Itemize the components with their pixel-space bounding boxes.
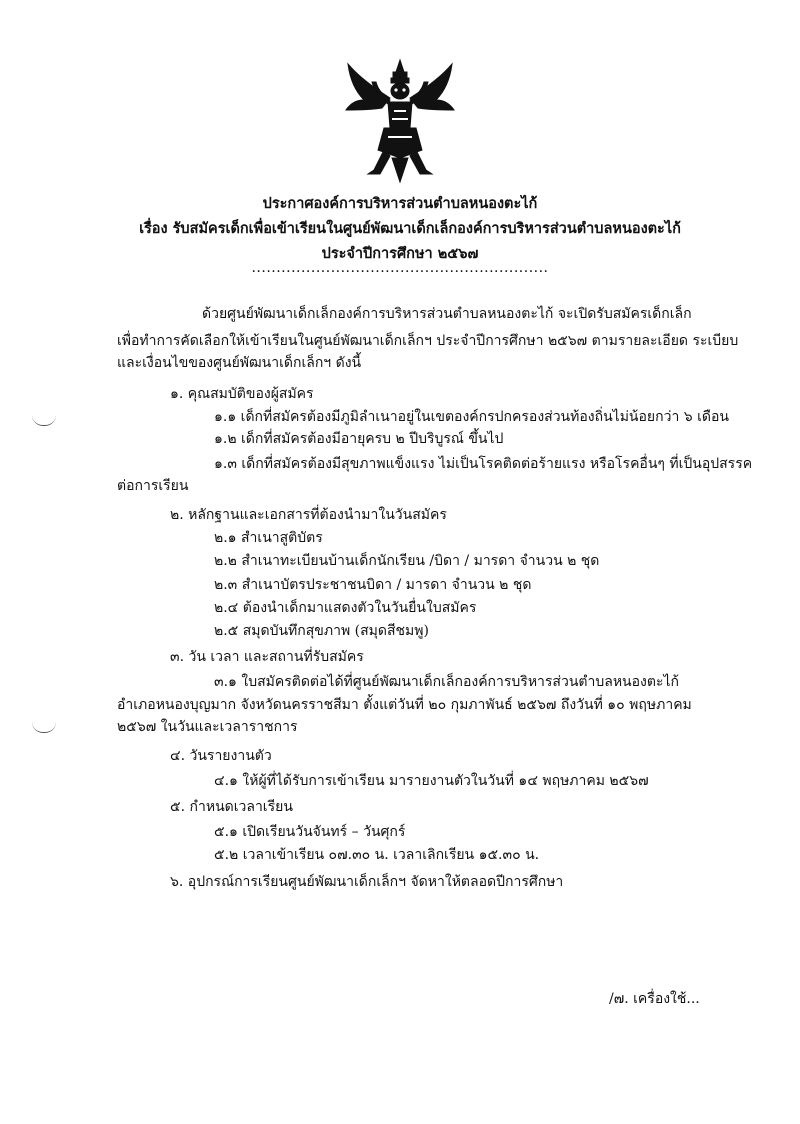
section-5-title: ๕. กำหนดเวลาเรียน xyxy=(170,799,293,815)
section-2-item-5: ๒.๕ สมุดบันทึกสุขภาพ (สมุดสีชมพู) xyxy=(214,623,429,639)
section-1-title: ๑. คุณสมบัติของผู้สมัคร xyxy=(170,386,314,402)
punch-hole-mark xyxy=(32,722,56,733)
section-1-item-1: ๑.๑ เด็กที่สมัครต้องมีภูมิลำเนาอยู่ในเขตองค์กรปกครองส่วนท้องถิ่นไม่น้อยกว่า ๖ เดือน xyxy=(214,409,729,425)
section-1-item-3-continued: ต่อการเรียน xyxy=(117,478,189,494)
section-4-title: ๔. วันรายงานตัว xyxy=(170,748,272,764)
section-2-item-2: ๒.๒ สำเนาทะเบียนบ้านเด็กนักเรียน /บิดา / มารดา จำนวน ๒ ชุด xyxy=(214,553,600,569)
section-5-item-1: ๕.๑ เปิดเรียนวันจันทร์ – วันศุกร์ xyxy=(214,824,406,840)
section-5-item-2: ๕.๒ เวลาเข้าเรียน ๐๗.๓๐ น. เวลาเลิกเรียน ๑๕.๓๐ น. xyxy=(214,847,540,863)
announcement-title: ประกาศองค์การบริหารส่วนตำบลหนองตะไก้ xyxy=(262,195,538,212)
section-3-item-1-continued-2: ๒๕๖๗ ในวันและเวลาราชการ xyxy=(117,719,298,735)
section-4-item-1: ๔.๑ ให้ผู้ที่ได้รับการเข้าเรียน มารายงานตัวในวันที่ ๑๔ พฤษภาคม ๒๕๖๗ xyxy=(214,773,649,789)
announcement-subject: เรื่อง รับสมัครเด็กเพื่อเข้าเรียนในศูนย์พัฒนาเด็กเล็กองค์การบริหารส่วนตำบลหนองตะไก้ xyxy=(139,220,681,237)
section-2-item-1: ๒.๑ สำเนาสูติบัตร xyxy=(214,530,323,546)
announcement-academic-year: ประจำปีการศึกษา ๒๕๖๗ xyxy=(321,245,479,262)
punch-hole-mark xyxy=(32,415,56,426)
section-6-title: ๖. อุปกรณ์การเรียนศูนย์พัฒนาเด็กเล็กฯ จัดหาให้ตลอดปีการศึกษา xyxy=(170,874,564,890)
section-1-item-3: ๑.๓ เด็กที่สมัครต้องมีสุขภาพแข็งแรง ไม่เป็นโรคติดต่อร้ายแรง หรือโรคอื่นๆ ที่เป็นอุปสรรค xyxy=(214,456,753,472)
section-2-title: ๒. หลักฐานและเอกสารที่ต้องนำมาในวันสมัคร xyxy=(170,507,447,523)
continuation-note: /๗. เครื่องใช้... xyxy=(609,991,700,1007)
header-separator: ............................................................ xyxy=(251,260,549,276)
garuda-emblem-icon xyxy=(340,58,460,184)
section-3-title: ๓. วัน เวลา และสถานที่รับสมัคร xyxy=(170,649,364,665)
section-3-item-1: ๓.๑ ใบสมัครติดต่อได้ที่ศูนย์พัฒนาเด็กเล็กองค์การบริหารส่วนตำบลหนองตะไก้ xyxy=(214,674,679,690)
section-2-item-3: ๒.๓ สำเนาบัตรประชาชนบิดา / มารดา จำนวน ๒ ชุด xyxy=(214,577,532,593)
section-2-item-4: ๒.๔ ต้องนำเด็กมาแสดงตัวในวันยื่นใบสมัคร xyxy=(214,600,477,616)
intro-line-1: ด้วยศูนย์พัฒนาเด็กเล็กองค์การบริหารส่วนตำบลหนองตะไก้ จะเปิดรับสมัครเด็กเล็ก xyxy=(202,306,692,322)
section-3-item-1-continued: อำเภอหนองบุญมาก จังหวัดนครราชสีมา ตั้งแต่วันที่ ๒๐ กุมภาพันธ์ ๒๕๖๗ ถึงวันที่ ๑๐ พฤษภาคม xyxy=(117,697,692,713)
section-1-item-2: ๑.๒ เด็กที่สมัครต้องมีอายุครบ ๒ ปีบริบูรณ์ ขึ้นไป xyxy=(214,431,504,447)
intro-line-2: เพื่อทำการคัดเลือกให้เข้าเรียนในศูนย์พัฒนาเด็กเล็กฯ ประจำปีการศึกษา ๒๕๖๗ ตามรายละเอียด ระเบียบ xyxy=(117,333,739,349)
intro-line-3: และเงื่อนไขของศูนย์พัฒนาเด็กเล็กฯ ดังนี้ xyxy=(117,355,362,371)
